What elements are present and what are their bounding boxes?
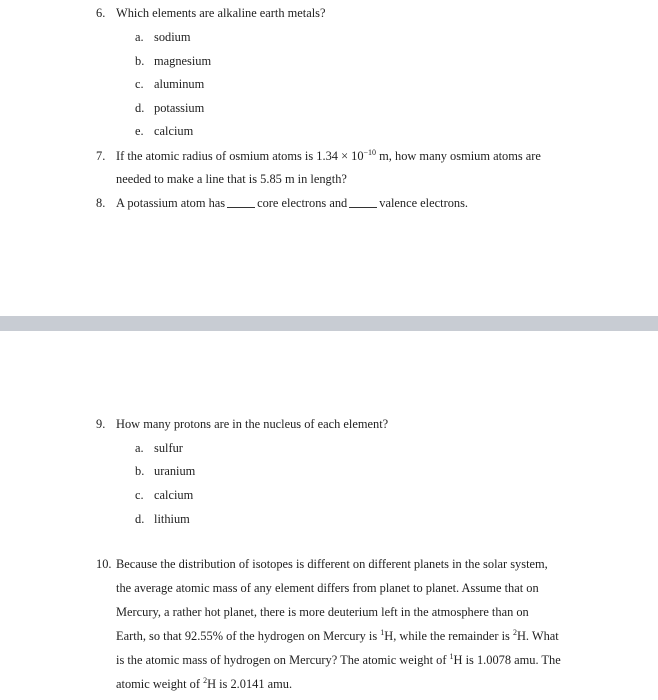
mass-number: 1 <box>380 628 385 637</box>
question-text-line <box>116 629 559 644</box>
option-letter: a. <box>135 30 144 44</box>
option-text: calcium <box>154 488 194 502</box>
option-text: aluminum <box>154 77 205 91</box>
option-letter: e. <box>135 124 144 138</box>
option-text: sulfur <box>154 441 183 455</box>
option-text: sodium <box>154 30 191 44</box>
mass-number: 1 <box>449 652 454 661</box>
option-letter: d. <box>135 101 145 115</box>
text-segment: H. What <box>516 629 559 643</box>
question-text: Which elements are alkaline earth metals? <box>116 6 326 20</box>
option-text: calcium <box>154 124 194 138</box>
question-text-line: needed to make a line that is 5.85 m in length? <box>116 172 347 186</box>
mass-number: 2 <box>203 676 208 685</box>
option-text: magnesium <box>154 54 212 68</box>
option-letter: b. <box>135 54 145 68</box>
mass-number: 2 <box>512 628 517 637</box>
exponent: −10 <box>363 148 377 157</box>
question-text-line <box>116 196 468 211</box>
question-text-line <box>116 149 541 164</box>
option-text: potassium <box>154 101 205 115</box>
question-text: How many protons are in the nucleus of each element? <box>116 417 389 431</box>
text-segment: valence electrons. <box>379 196 468 210</box>
text-segment: If the atomic radius of osmium atoms is 1.34 × 10 <box>116 149 364 163</box>
option-text: uranium <box>154 464 196 478</box>
text-segment: m, how many osmium atoms are <box>376 149 541 163</box>
option-letter: c. <box>135 488 144 502</box>
question-number: 7. <box>96 149 106 163</box>
answer-blank[interactable] <box>227 197 255 208</box>
question-number: 6. <box>96 6 106 20</box>
question-number: 9. <box>96 417 106 431</box>
page-divider <box>0 316 658 331</box>
option-letter: d. <box>135 512 145 526</box>
question-text-line: Because the distribution of isotopes is different on different planets in the solar system, <box>116 557 548 571</box>
option-letter: a. <box>135 441 144 455</box>
text-segment: core electrons and <box>257 196 348 210</box>
option-text: lithium <box>154 512 190 526</box>
answer-blank[interactable] <box>349 197 377 208</box>
text-segment: atomic weight of <box>116 677 204 691</box>
text-segment: H, while the remainder is <box>384 629 513 643</box>
text-segment: H is 1.0078 amu. The <box>453 653 561 667</box>
text-segment: Earth, so that 92.55% of the hydrogen on Mercury is <box>116 629 381 643</box>
option-letter: c. <box>135 77 144 91</box>
question-text-line: the average atomic mass of any element differs from planet to planet. Assume that on <box>116 581 539 595</box>
option-letter: b. <box>135 464 145 478</box>
question-text-line: Mercury, a rather hot planet, there is more deuterium left in the atmosphere than on <box>116 605 529 619</box>
text-segment: is the atomic mass of hydrogen on Mercury? The atomic weight of <box>116 653 450 667</box>
text-segment: H is 2.0141 amu. <box>207 677 293 691</box>
question-text-line <box>116 653 561 668</box>
question-text-line <box>116 677 292 692</box>
question-number: 8. <box>96 196 106 210</box>
text-segment: A potassium atom has <box>116 196 226 210</box>
question-number: 10. <box>96 557 112 571</box>
